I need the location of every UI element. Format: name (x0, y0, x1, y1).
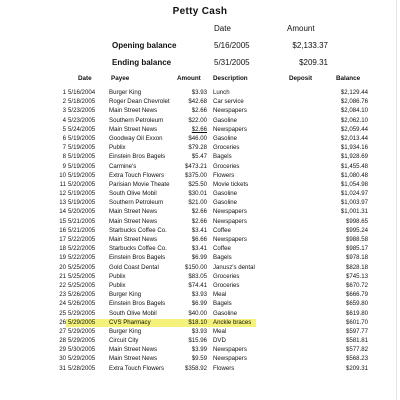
table-row (0, 162, 400, 171)
table-row (0, 336, 400, 345)
row-number: 8 (62, 153, 66, 161)
table-row (0, 180, 400, 189)
row-date: 5/19/2005 (68, 134, 96, 142)
row-balance: $985.17 (345, 245, 368, 253)
row-amount: $3.41 (191, 245, 207, 253)
row-description: Janusz's dental (213, 263, 255, 271)
row-amount: $6.66 (191, 236, 207, 243)
table-row (0, 198, 400, 207)
row-payee: South Olive Mobil (109, 190, 157, 198)
row-balance: $568.23 (345, 355, 368, 363)
row-description: Bagels (213, 300, 232, 308)
opening-balance-amount: $2,133.37 (292, 41, 328, 50)
row-payee: Starbucks Coffee Co. (109, 245, 167, 253)
row-description: Flowers (213, 171, 235, 179)
row-amount: $150.00 (184, 263, 207, 271)
table-row (0, 253, 400, 262)
row-amount: $74.41 (188, 281, 207, 289)
table-row (0, 309, 400, 318)
row-payee: Circuit City (109, 337, 139, 345)
row-description: Anckle braces (213, 318, 252, 326)
row-balance: $828.18 (345, 263, 368, 271)
row-balance: $577.82 (345, 346, 368, 354)
row-balance: $1,054.98 (340, 180, 368, 188)
column-header-description: Description (213, 75, 248, 82)
row-amount: $358.92 (184, 364, 207, 372)
table-row (0, 171, 400, 180)
row-number: 22 (59, 281, 66, 289)
row-balance: $1,024.97 (340, 190, 368, 198)
row-balance: $1,455.48 (340, 162, 368, 170)
row-date: 5/25/2005 (68, 263, 96, 271)
row-description: Newspapers (213, 208, 247, 216)
row-payee: Publix (109, 272, 126, 280)
row-number: 13 (59, 199, 66, 207)
row-payee: Roger Dean Chevrolet (109, 98, 170, 106)
row-date: 5/29/2005 (68, 318, 96, 326)
row-number: 21 (59, 272, 66, 280)
row-description: Movie tickets (213, 180, 249, 188)
table-row (0, 299, 400, 308)
page-title: Petty Cash (172, 6, 228, 17)
row-amount: $375.00 (184, 171, 207, 179)
row-payee: Main Street News (109, 236, 158, 243)
row-payee: Extra Touch Flowers (109, 171, 165, 179)
row-amount: $473.21 (184, 162, 207, 170)
table-row (0, 364, 400, 373)
row-date: 5/24/2005 (68, 125, 96, 133)
row-payee: Einstein Bros Bagels (109, 300, 166, 308)
row-date: 5/25/2005 (68, 272, 96, 280)
row-balance: $581.81 (345, 337, 368, 345)
table-row (0, 88, 400, 97)
row-payee: Gold Coast Dental (109, 263, 159, 271)
row-description: Gasoline (213, 190, 238, 198)
row-balance: $1,934.16 (340, 144, 368, 152)
row-date: 5/21/2005 (68, 226, 96, 234)
row-amount: $2.66 (191, 208, 207, 216)
row-amount: $25.50 (188, 180, 207, 188)
row-amount: $83.05 (188, 272, 207, 280)
row-date: 5/19/2005 (68, 199, 96, 207)
row-balance: $998.65 (345, 217, 368, 225)
row-balance: $2,084.10 (340, 107, 368, 115)
row-description: Newspapers (213, 217, 247, 225)
table-row (0, 189, 400, 198)
opening-balance-date: 5/16/2005 (214, 41, 250, 50)
table-row (0, 134, 400, 143)
row-payee: Starbucks Coffee Co. (109, 226, 167, 234)
row-payee: Publix (109, 144, 126, 152)
table-row (0, 143, 400, 152)
row-amount: $9.59 (191, 355, 207, 363)
row-number: 7 (62, 144, 66, 152)
row-payee: CVS Pharmacy (109, 318, 151, 326)
row-number: 30 (59, 355, 66, 363)
row-amount: $3.41 (191, 226, 207, 234)
row-number: 1 (62, 89, 66, 96)
row-amount: $2.66 (191, 107, 207, 115)
row-number: 25 (59, 309, 66, 317)
row-description: Groceries (213, 144, 240, 152)
ending-balance-date: 5/31/2005 (214, 58, 250, 67)
row-payee: Main Street News (109, 107, 158, 115)
row-date: 5/19/2005 (68, 144, 96, 152)
row-date: 5/22/2005 (68, 254, 96, 262)
row-date: 5/26/2005 (68, 300, 96, 308)
row-number: 24 (59, 300, 66, 308)
row-balance: $2,013.44 (340, 134, 368, 142)
row-description: Meal (213, 327, 227, 335)
row-description: Gasoline (213, 116, 238, 124)
row-payee: Southern Petroleum (109, 116, 164, 124)
row-number: 3 (62, 107, 66, 115)
column-header-balance: Balance (336, 75, 361, 82)
row-balance: $995.24 (345, 226, 368, 234)
row-date: 5/29/2005 (68, 337, 96, 345)
row-date: 5/25/2005 (68, 281, 96, 289)
row-date: 5/28/2005 (68, 364, 96, 372)
row-payee: Burger King (109, 89, 142, 96)
row-balance: $1,003.97 (340, 199, 368, 207)
row-number: 20 (59, 263, 66, 271)
header-amount-label: Amount (287, 24, 315, 33)
table-row (0, 97, 400, 106)
row-number: 15 (59, 217, 66, 225)
row-date: 5/18/2005 (68, 98, 96, 106)
row-balance: $988.58 (345, 236, 368, 243)
row-payee: Southern Petroleum (109, 199, 164, 207)
row-amount: $3.93 (191, 327, 207, 335)
row-amount: $15.96 (188, 337, 207, 345)
row-number: 11 (59, 180, 66, 188)
opening-balance-label: Opening balance (112, 41, 177, 50)
row-balance: $2,086.76 (340, 98, 368, 106)
row-description: Gasoline (213, 199, 238, 207)
row-number: 14 (59, 208, 66, 216)
row-amount: $6.99 (191, 254, 207, 262)
row-payee: Main Street News (109, 208, 158, 216)
table-row (0, 345, 400, 354)
row-date: 5/16/2004 (68, 89, 96, 96)
table-row (0, 327, 400, 336)
table-row (0, 281, 400, 290)
row-payee: Carmine's (109, 162, 137, 170)
row-payee: South Olive Mobil (109, 309, 157, 317)
row-amount: $21.00 (188, 199, 207, 207)
row-number: 19 (59, 254, 66, 262)
row-balance: $1,080.48 (340, 171, 368, 179)
row-date: 5/23/2005 (68, 116, 96, 124)
row-amount: $22.00 (188, 116, 207, 124)
table-row (0, 235, 400, 244)
table-row (0, 318, 400, 327)
row-date: 5/29/2005 (68, 327, 96, 335)
row-description: Gasoline (213, 134, 238, 142)
row-payee: Einstein Bros Bagels (109, 254, 166, 262)
row-description: Groceries (213, 281, 240, 289)
row-number: 26 (59, 318, 66, 326)
header-date-label: Date (214, 24, 231, 33)
row-payee: Main Street News (109, 125, 158, 133)
row-date: 5/22/2005 (68, 236, 96, 243)
row-description: Bagels (213, 153, 232, 161)
table-row (0, 244, 400, 253)
column-header-deposit: Deposit (289, 75, 313, 82)
row-date: 5/19/2005 (68, 171, 96, 179)
row-balance: $601.70 (345, 318, 368, 326)
row-number: 16 (59, 226, 66, 234)
row-date: 5/26/2005 (68, 291, 96, 299)
row-number: 23 (59, 291, 66, 299)
ending-balance-label: Ending balance (112, 58, 172, 67)
row-description: Coffee (213, 245, 231, 253)
row-balance: $745.13 (345, 272, 368, 280)
row-amount: $3.93 (191, 291, 207, 299)
row-payee: Main Street News (109, 355, 158, 363)
column-header-amount: Amount (177, 75, 201, 82)
row-amount: $42.68 (188, 98, 207, 106)
row-payee: Burger King (109, 327, 142, 335)
row-number: 18 (59, 245, 66, 253)
row-amount: $3.93 (191, 89, 207, 96)
row-number: 5 (62, 125, 66, 133)
row-balance: $2,129.44 (340, 89, 368, 96)
row-description: DVD (213, 337, 226, 345)
row-description: Groceries (213, 162, 240, 170)
row-balance: $597.77 (345, 327, 368, 335)
ending-balance-amount: $209.31 (299, 58, 328, 67)
row-number: 28 (59, 337, 66, 345)
opening-balance-row (0, 41, 400, 51)
ending-balance-row (0, 58, 400, 68)
table-row (0, 152, 400, 161)
table-row (0, 263, 400, 272)
transactions-table (0, 88, 400, 373)
row-amount: $6.99 (191, 300, 207, 308)
table-row (0, 290, 400, 299)
table-row (0, 106, 400, 115)
row-payee: Burger King (109, 291, 142, 299)
row-number: 2 (62, 98, 66, 106)
row-description: Newspapers (213, 355, 247, 363)
row-number: 10 (59, 171, 66, 179)
row-number: 17 (59, 236, 66, 243)
row-balance: $666.79 (345, 291, 368, 299)
row-amount: $2.66 (191, 217, 207, 225)
row-number: 12 (59, 190, 66, 198)
row-payee: Extra Touch Flowers (109, 364, 165, 372)
row-description: Newspapers (213, 107, 247, 115)
row-payee: Einstein Bros Bagels (109, 153, 166, 161)
row-description: Bagels (213, 254, 232, 262)
row-balance: $619.80 (345, 309, 368, 317)
row-date: 5/23/2005 (68, 107, 96, 115)
row-balance: $2,062.10 (340, 116, 368, 124)
row-description: Groceries (213, 272, 240, 280)
row-balance: $1,928.69 (340, 153, 368, 161)
table-row (0, 272, 400, 281)
row-payee: Goodway Oil Exxon (109, 134, 163, 142)
row-number: 27 (59, 327, 66, 335)
column-header-payee: Payee (111, 75, 130, 82)
row-date: 5/19/2005 (68, 190, 96, 198)
row-balance: $1,001.31 (340, 208, 368, 216)
row-amount: $79.28 (188, 144, 207, 152)
row-description: Coffee (213, 226, 231, 234)
row-amount: $3.99 (191, 346, 207, 354)
row-number: 29 (59, 346, 66, 354)
row-description: Meal (213, 291, 227, 299)
column-header-date: Date (78, 75, 92, 82)
row-balance: $670.72 (345, 281, 368, 289)
table-row (0, 226, 400, 235)
row-number: 31 (59, 364, 66, 372)
row-payee: Main Street News (109, 217, 158, 225)
row-date: 5/30/2005 (68, 346, 96, 354)
table-row (0, 116, 400, 125)
table-row (0, 354, 400, 363)
row-description: Flowers (213, 364, 235, 372)
row-date: 5/29/2005 (68, 355, 96, 363)
row-payee: Publix (109, 281, 126, 289)
row-date: 5/29/2005 (68, 309, 96, 317)
row-description: Newspapers (213, 346, 247, 354)
row-description: Lunch (213, 89, 230, 96)
row-date: 5/20/2005 (68, 208, 96, 216)
row-balance: $659.80 (345, 300, 368, 308)
row-description: Newspapers (213, 236, 247, 243)
row-date: 5/21/2005 (68, 217, 96, 225)
row-payee: Parisian Movie Theate (109, 180, 170, 188)
table-row (0, 125, 400, 134)
row-description: Gasoline (213, 309, 238, 317)
row-amount: $5.47 (191, 153, 207, 161)
row-date: 5/19/2005 (68, 162, 96, 170)
row-date: 5/19/2005 (68, 153, 96, 161)
table-header (0, 75, 400, 85)
row-amount: $2.66 (191, 125, 207, 133)
table-row (0, 207, 400, 216)
row-amount: $40.00 (188, 309, 207, 317)
row-amount: $30.01 (188, 190, 207, 198)
row-description: Car service (213, 98, 244, 106)
row-balance: $209.31 (345, 364, 368, 372)
row-date: 5/22/2005 (68, 245, 96, 253)
row-amount: $18.10 (188, 318, 207, 326)
row-date: 5/20/2005 (68, 180, 96, 188)
row-number: 6 (62, 134, 66, 142)
row-amount: $46.00 (188, 134, 207, 142)
table-row (0, 217, 400, 226)
row-number: 9 (62, 162, 66, 170)
row-balance: $2,059.44 (340, 125, 368, 133)
row-number: 4 (62, 116, 66, 124)
row-description: Newspapers (213, 125, 247, 133)
row-payee: Main Street News (109, 346, 158, 354)
row-balance: $978.18 (345, 254, 368, 262)
